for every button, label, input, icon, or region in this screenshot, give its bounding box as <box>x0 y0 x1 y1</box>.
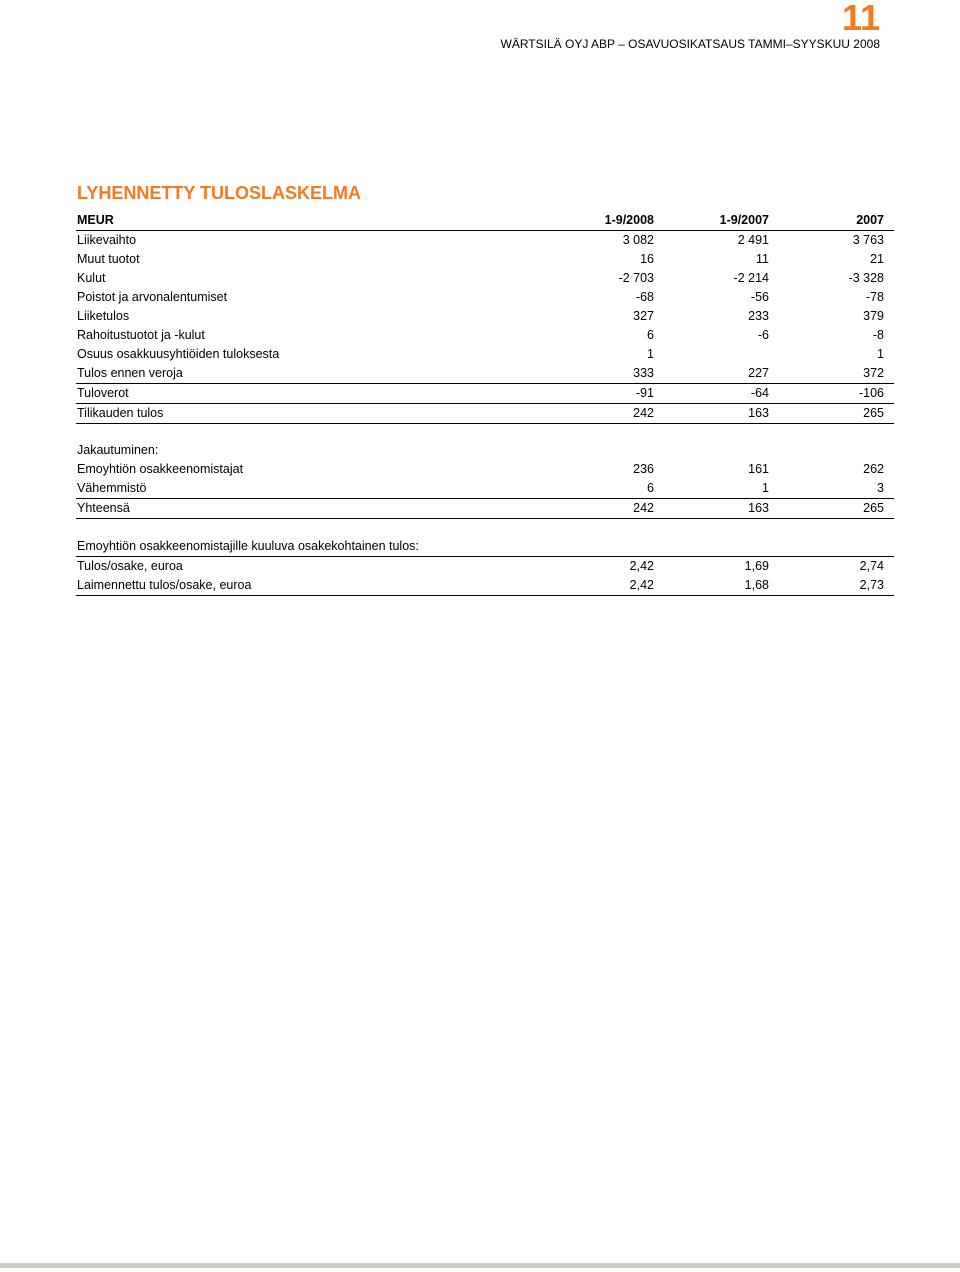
table-cell: 1 <box>647 347 654 361</box>
table-cell: 227 <box>748 366 769 380</box>
row-label: Tulos/osake, euroa <box>77 559 183 573</box>
table-cell: 2,73 <box>859 578 884 592</box>
table-cell: -56 <box>750 290 769 304</box>
table-cell: 242 <box>633 406 654 420</box>
table-cell: 379 <box>863 309 884 323</box>
table-row <box>76 326 894 345</box>
table-cell: 236 <box>633 462 654 476</box>
table-cell: 242 <box>633 501 654 515</box>
row-label: Tulos ennen veroja <box>77 366 183 380</box>
table-row <box>76 384 894 404</box>
table-row <box>76 364 894 384</box>
row-label: Emoyhtiön osakkeenomistajat <box>77 462 244 476</box>
table-cell: -106 <box>858 386 884 400</box>
row-label: Rahoitustuotot ja -kulut <box>77 328 205 342</box>
row-label: Liiketulos <box>77 309 130 323</box>
table-row <box>76 557 894 576</box>
document-header: WÄRTSILÄ OYJ ABP – OSAVUOSIKATSAUS TAMMI–SYYSKUU 2008 <box>500 37 880 51</box>
table-cell: 2,42 <box>629 578 654 592</box>
row-label: Liikevaihto <box>77 233 137 247</box>
table-row <box>76 576 894 596</box>
table-cell: 265 <box>863 406 884 420</box>
table-cell: 333 <box>633 366 654 380</box>
row-label: Laimennettu tulos/osake, euroa <box>77 578 252 592</box>
header-cell: MEUR <box>77 213 114 227</box>
row-label: Tuloverot <box>77 386 129 400</box>
table-row <box>76 345 894 364</box>
table-row <box>76 460 894 479</box>
eps-title: Emoyhtiön osakkeenomistajille kuuluva osakekohtainen tulos: <box>77 539 419 553</box>
table-cell: 6 <box>647 481 654 495</box>
table-cell: 2,74 <box>859 559 884 573</box>
table-cell: -6 <box>757 328 769 342</box>
distribution-title-row <box>76 441 894 460</box>
distribution-table <box>76 441 894 519</box>
row-label: Kulut <box>77 271 106 285</box>
section-title: LYHENNETTY TULOSLASKELMA <box>77 183 362 203</box>
table-cell: 161 <box>748 462 769 476</box>
table-cell: 11 <box>756 252 769 266</box>
table-cell: 21 <box>870 252 884 266</box>
footer-bar <box>0 1263 960 1268</box>
table-cell: -64 <box>750 386 769 400</box>
table-cell: 163 <box>748 501 769 515</box>
table-row <box>76 288 894 307</box>
header-cell: 1-9/2007 <box>719 213 769 227</box>
table-cell: -2 214 <box>733 271 769 285</box>
table-cell: 1,69 <box>744 559 769 573</box>
table-cell: 3 082 <box>622 233 654 247</box>
table-cell: 2,42 <box>629 559 654 573</box>
table-cell: -8 <box>872 328 884 342</box>
table-row-total <box>76 404 894 424</box>
table-cell: -78 <box>865 290 884 304</box>
row-label: Muut tuotot <box>77 252 140 266</box>
table-header-row <box>76 211 894 231</box>
table-cell: -2 703 <box>618 271 654 285</box>
table-cell: 2 491 <box>737 233 769 247</box>
row-label: Osuus osakkuusyhtiöiden tuloksesta <box>77 347 280 361</box>
table-cell: 265 <box>863 501 884 515</box>
table-cell: 233 <box>748 309 769 323</box>
table-cell: 3 763 <box>852 233 884 247</box>
table-cell: 1 <box>762 481 769 495</box>
header-cell: 2007 <box>856 213 884 227</box>
table-cell: 1,68 <box>744 578 769 592</box>
table-cell: 16 <box>640 252 654 266</box>
table-row <box>76 269 894 288</box>
page-number: 11 <box>841 0 880 38</box>
eps-title-row <box>76 537 894 557</box>
table-row <box>76 231 894 250</box>
row-label: Poistot ja arvonalentumiset <box>77 290 228 304</box>
table-cell: -3 328 <box>848 271 884 285</box>
income-statement-table <box>76 211 894 424</box>
table-row <box>76 307 894 326</box>
table-cell: 1 <box>877 347 884 361</box>
row-label: Vähemmistö <box>77 481 147 495</box>
table-cell: 6 <box>647 328 654 342</box>
row-label: Tilikauden tulos <box>77 406 164 420</box>
table-row <box>76 250 894 269</box>
table-row <box>76 479 894 499</box>
table-cell: -91 <box>635 386 654 400</box>
table-cell: 327 <box>633 309 654 323</box>
table-cell: 163 <box>748 406 769 420</box>
header-cell: 1-9/2008 <box>604 213 654 227</box>
distribution-title: Jakautuminen: <box>77 443 159 457</box>
eps-table <box>76 537 894 596</box>
table-row-total <box>76 499 894 519</box>
table-cell: 3 <box>877 481 884 495</box>
table-cell: 372 <box>863 366 884 380</box>
row-label: Yhteensä <box>77 501 130 515</box>
table-cell: 262 <box>863 462 884 476</box>
table-cell: -68 <box>635 290 654 304</box>
